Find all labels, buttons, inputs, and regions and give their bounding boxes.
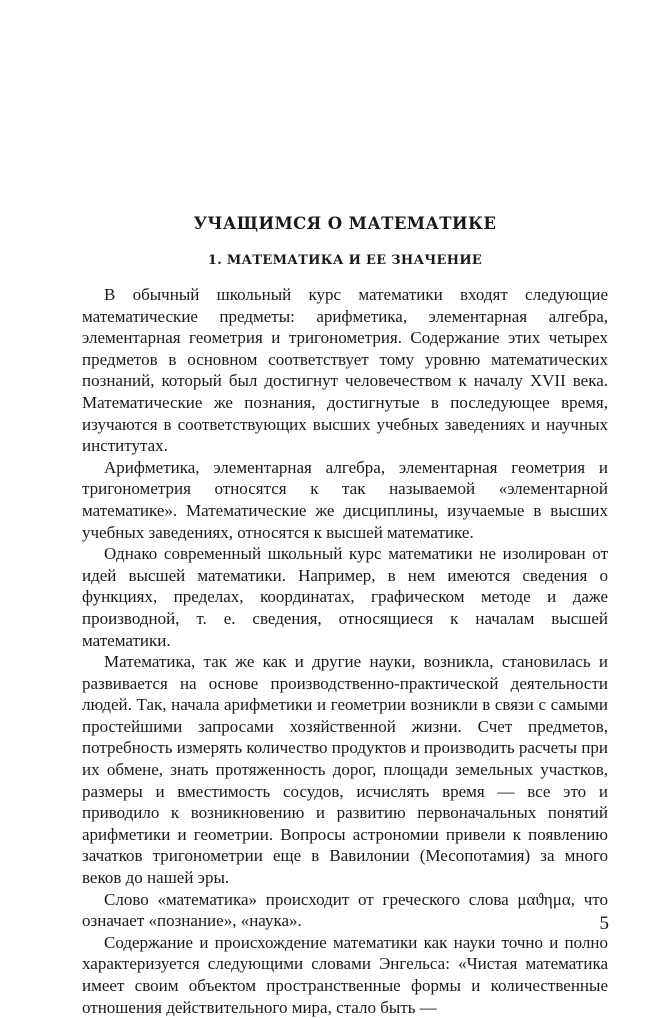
paragraph: Слово «математика» происходит от греческого слова μαϑημα, что означает «познание», «наука». [82,889,608,931]
paragraph: Содержание и происхождение математики как науки точно и полно характеризуется следующими словами Энгельса: «Чистая математика имеет своим объектом пространственные формы и количественные отношения действительного мира, стало быть — [82,932,608,1017]
paragraph: В обычный школьный курс математики входят следующие математические предметы: арифметика, элементарная алгебра, элементарная геометрия и тригонометрия. Содержание этих четырех предметов в основном соответствует тому уровню математических познаний, который был достигнут человечеством к началу XVII века. Математические же познания, достигнутые в последующее время, изучаются в соответствующих высших учебных заведениях и научных институтах. [82,285,608,456]
paragraph: Математика, так же как и другие науки, возникла, становилась и развивается на основе производственно-практической деятельности людей. Так, начала арифметики и геометрии возникли в связи с самыми простейшими запросами хозяйственной жизни. Счет предметов, потребность измерять количество продуктов и производить расчеты при их обмене, знать протяженность дорог, площади земельных участков, размеры и вместимость сосудов, исчислять время — все это и приводило к возникновению и развитию первоначальных понятий арифметики и геометрии. Вопросы астрономии привели к появлению зачатков тригонометрии еще в Вавилонии (Месопотамия) за много веков до нашей эры. [82,652,609,888]
page-body [82,214,608,1018]
paragraph: Арифметика, элементарная алгебра, элементарная геометрия и тригонометрия относятся к так называемой «элементарной математике». Математические же дисциплины, изучаемые в высших учебных заведениях, относятся к высшей математике. [82,457,608,542]
paragraph: Однако современный школьный курс математики не изолирован от идей высшей математики. Например, в нем имеются сведения о функциях, пределах, координатах, графическом методе и даже производной, т. е. сведения, относящиеся к началам высшей математики. [82,544,608,650]
chapter-title: УЧАЩИМСЯ О МАТЕМАТИКЕ [193,214,497,233]
page-number: 5 [599,913,609,934]
section-title: 1. МАТЕМАТИКА И ЕЕ ЗНАЧЕНИЕ [207,253,483,268]
